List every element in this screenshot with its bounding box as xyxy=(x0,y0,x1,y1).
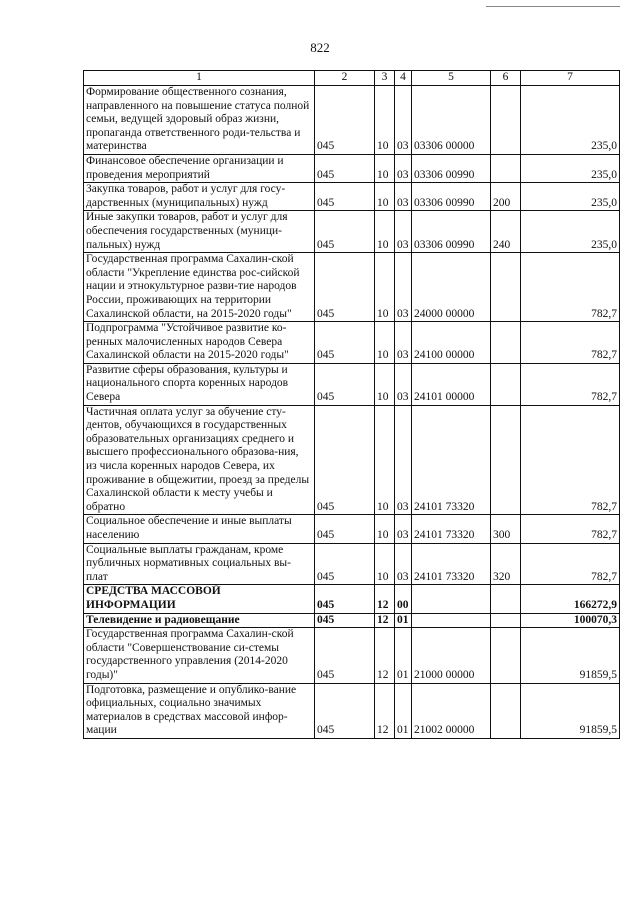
target-article-code: 21000 00000 xyxy=(412,628,491,683)
target-article-code: 24101 73320 xyxy=(412,515,491,543)
col-header: 1 xyxy=(84,71,315,86)
target-article-code: 24000 00000 xyxy=(412,253,491,322)
scan-top-line xyxy=(486,6,620,7)
row-name: Закупка товаров, работ и услуг для госу-дарственных (муниципальных) нужд xyxy=(84,183,315,211)
subsection-code: 03 xyxy=(395,405,412,515)
row-name: СРЕДСТВА МАССОВОЙ ИНФОРМАЦИИ xyxy=(84,585,315,613)
col-header: 3 xyxy=(375,71,395,86)
subsection-code: 03 xyxy=(395,183,412,211)
ministry-code: 045 xyxy=(315,253,375,322)
table-row xyxy=(84,363,620,405)
target-article-code: 24100 00000 xyxy=(412,322,491,364)
target-article-code: 03306 00990 xyxy=(412,183,491,211)
table-row xyxy=(84,683,620,738)
expense-type-code xyxy=(491,363,521,405)
amount: 782,7 xyxy=(521,363,620,405)
target-article-code: 03306 00000 xyxy=(412,86,491,155)
col-header: 2 xyxy=(315,71,375,86)
table-row xyxy=(84,322,620,364)
table-row xyxy=(84,543,620,585)
target-article-code: 03306 00990 xyxy=(412,154,491,182)
ministry-code: 045 xyxy=(315,683,375,738)
amount: 782,7 xyxy=(521,543,620,585)
ministry-code: 045 xyxy=(315,613,375,628)
amount: 782,7 xyxy=(521,515,620,543)
subsection-code: 00 xyxy=(395,585,412,613)
row-name: Иные закупки товаров, работ и услуг для обеспечения государственных (муници-пальных) нужд xyxy=(84,211,315,253)
section-code: 10 xyxy=(375,154,395,182)
expense-type-code xyxy=(491,628,521,683)
ministry-code: 045 xyxy=(315,86,375,155)
row-name: Подпрограмма "Устойчивое развитие ко-ренных малочисленных народов Севера Сахалинской области на 2015-2020 годы" xyxy=(84,322,315,364)
ministry-code: 045 xyxy=(315,515,375,543)
row-name: Государственная программа Сахалин-ской области "Укрепление единства рос-сийской нации и этнокультурное разви-тие народов России, проживающих на территории Сахалинской области, на 2015-2020 годы" xyxy=(84,253,315,322)
ministry-code: 045 xyxy=(315,405,375,515)
target-article-code: 03306 00990 xyxy=(412,211,491,253)
expense-type-code: 200 xyxy=(491,183,521,211)
subsection-code: 03 xyxy=(395,211,412,253)
amount: 166272,9 xyxy=(521,585,620,613)
target-article-code: 24101 73320 xyxy=(412,405,491,515)
subsection-code: 03 xyxy=(395,154,412,182)
subsection-code: 03 xyxy=(395,543,412,585)
section-code: 10 xyxy=(375,405,395,515)
amount: 782,7 xyxy=(521,405,620,515)
amount: 235,0 xyxy=(521,183,620,211)
expense-type-code: 300 xyxy=(491,515,521,543)
section-code: 12 xyxy=(375,585,395,613)
subsection-code: 03 xyxy=(395,86,412,155)
table-row xyxy=(84,405,620,515)
amount: 235,0 xyxy=(521,211,620,253)
amount: 235,0 xyxy=(521,154,620,182)
amount: 91859,5 xyxy=(521,683,620,738)
ministry-code: 045 xyxy=(315,183,375,211)
header-row xyxy=(84,71,620,86)
section-code: 10 xyxy=(375,211,395,253)
row-name: Телевидение и радиовещание xyxy=(84,613,315,628)
page-number: 822 xyxy=(310,40,330,55)
col-header: 5 xyxy=(412,71,491,86)
row-name: Социальные выплаты гражданам, кроме публичных нормативных социальных вы-плат xyxy=(84,543,315,585)
row-name: Государственная программа Сахалин-ской области "Совершенствование си-стемы государственного управления (2014-2020 годы)" xyxy=(84,628,315,683)
expense-type-code xyxy=(491,683,521,738)
subsection-code: 01 xyxy=(395,683,412,738)
expense-type-code: 320 xyxy=(491,543,521,585)
target-article-code: 24101 00000 xyxy=(412,363,491,405)
ministry-code: 045 xyxy=(315,628,375,683)
section-code: 12 xyxy=(375,683,395,738)
subsection-code: 03 xyxy=(395,515,412,543)
ministry-code: 045 xyxy=(315,363,375,405)
subsection-code: 03 xyxy=(395,363,412,405)
row-name: Частичная оплата услуг за обучение сту-дентов, обучающихся в государственных образовательных организациях среднего и высшего профессионального образова-ния, из числа коренных народов Севера, их проживание в общежитии, проезд за пределы Сахалинской области к месту учебы и обратно xyxy=(84,405,315,515)
section-code: 10 xyxy=(375,363,395,405)
target-article-code: 24101 73320 xyxy=(412,543,491,585)
section-code: 10 xyxy=(375,515,395,543)
section-code: 10 xyxy=(375,183,395,211)
amount: 782,7 xyxy=(521,253,620,322)
col-header: 7 xyxy=(521,71,620,86)
target-article-code xyxy=(412,613,491,628)
table-row xyxy=(84,585,620,613)
section-code: 12 xyxy=(375,613,395,628)
section-code: 10 xyxy=(375,322,395,364)
table-row xyxy=(84,154,620,182)
row-name: Финансовое обеспечение организации и проведения мероприятий xyxy=(84,154,315,182)
col-header: 6 xyxy=(491,71,521,86)
table-row xyxy=(84,515,620,543)
subsection-code: 03 xyxy=(395,253,412,322)
expense-type-code xyxy=(491,253,521,322)
row-name: Социальное обеспечение и иные выплаты населению xyxy=(84,515,315,543)
expense-type-code xyxy=(491,154,521,182)
subsection-code: 03 xyxy=(395,322,412,364)
table-row xyxy=(84,183,620,211)
section-code: 10 xyxy=(375,543,395,585)
ministry-code: 045 xyxy=(315,211,375,253)
row-name: Формирование общественного сознания, направленного на повышение статуса полной семьи, ведущей здоровый образ жизни, пропаганда ответственного роди-тельства и материнства xyxy=(84,86,315,155)
expense-type-code: 240 xyxy=(491,211,521,253)
amount: 91859,5 xyxy=(521,628,620,683)
amount: 782,7 xyxy=(521,322,620,364)
row-name: Подготовка, размещение и опублико-вание официальных, социально значимых материалов в средствах массовой инфор-мации xyxy=(84,683,315,738)
ministry-code: 045 xyxy=(315,585,375,613)
expense-type-code xyxy=(491,322,521,364)
subsection-code: 01 xyxy=(395,613,412,628)
amount: 100070,3 xyxy=(521,613,620,628)
expense-type-code xyxy=(491,585,521,613)
table-row xyxy=(84,613,620,628)
amount: 235,0 xyxy=(521,86,620,155)
target-article-code: 21002 00000 xyxy=(412,683,491,738)
budget-table xyxy=(83,70,620,739)
expense-type-code xyxy=(491,86,521,155)
table-row xyxy=(84,253,620,322)
subsection-code: 01 xyxy=(395,628,412,683)
row-name: Развитие сферы образования, культуры и национального спорта коренных народов Севера xyxy=(84,363,315,405)
section-code: 10 xyxy=(375,253,395,322)
expense-type-code xyxy=(491,613,521,628)
ministry-code: 045 xyxy=(315,322,375,364)
col-header: 4 xyxy=(395,71,412,86)
table-row xyxy=(84,628,620,683)
expense-type-code xyxy=(491,405,521,515)
table-row xyxy=(84,211,620,253)
ministry-code: 045 xyxy=(315,543,375,585)
ministry-code: 045 xyxy=(315,154,375,182)
target-article-code xyxy=(412,585,491,613)
table-row xyxy=(84,86,620,155)
section-code: 10 xyxy=(375,86,395,155)
section-code: 12 xyxy=(375,628,395,683)
